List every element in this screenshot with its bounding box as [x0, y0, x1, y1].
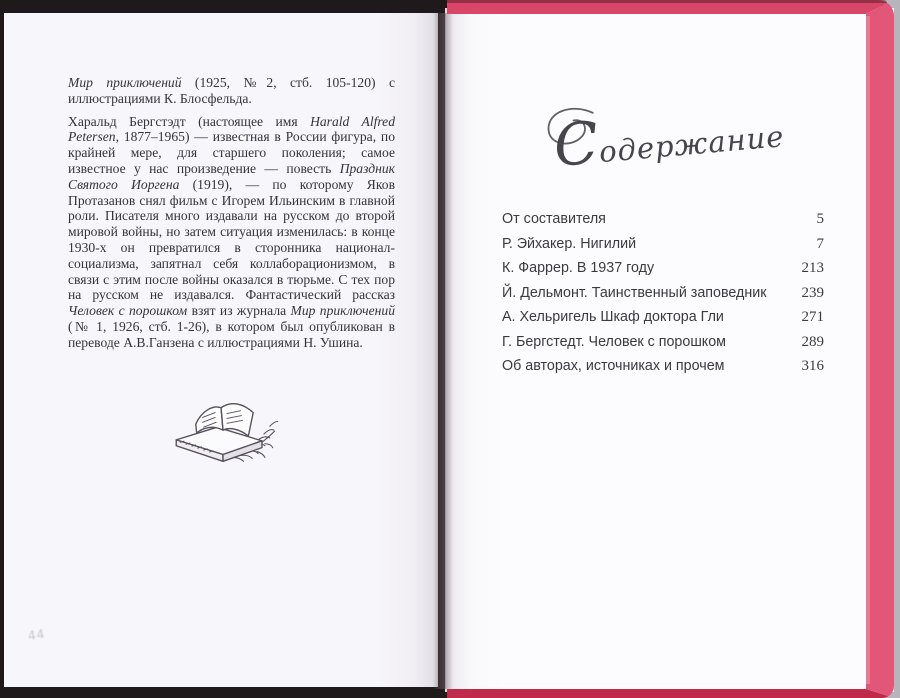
- cover-top-shadow: [447, 0, 887, 3]
- toc-row: [502, 309, 824, 334]
- toc-entry-page: 213: [801, 260, 824, 276]
- toc-entry-label: От составителя: [502, 211, 606, 227]
- annotation-text-block: [68, 75, 395, 351]
- toc-entry-label: Й. Дельмонт. Таинственный заповедник: [502, 284, 767, 301]
- toc-entry-page: 289: [801, 333, 824, 350]
- contents-heading: Содержание: [551, 108, 786, 180]
- toc-entry-page: 7: [816, 235, 824, 252]
- toc-entry-page: 271: [801, 309, 824, 325]
- toc-entry-label: Р. Эйхакер. Нигилий: [502, 235, 637, 252]
- toc-row: [502, 211, 824, 236]
- toc-row: [502, 358, 824, 383]
- pencil-page-number: 44: [27, 626, 47, 644]
- book-gutter: [433, 13, 453, 689]
- toc-entry-label: К. Фаррер. В 1937 году: [502, 260, 655, 276]
- toc-entry-page: 316: [801, 358, 824, 374]
- toc-entry-label: Г. Бергстедт. Человек с порошком: [502, 333, 727, 350]
- right-page: [445, 8, 894, 692]
- toc-entry-page: 5: [816, 211, 824, 227]
- toc-entry-label: Об авторах, источниках и прочем: [502, 358, 725, 374]
- table-of-contents: [502, 211, 824, 383]
- book-vignette-illustration: [164, 397, 282, 473]
- toc-row: [502, 285, 824, 310]
- toc-row: [502, 236, 824, 261]
- annotation-paragraph: Харальд Бергстэдт (настоящее имя Harald Alfred Petersen, 1877–1965) — известная в России фигура, по крайней мере, для старшего поколения; самое известное у нас произведение — повесть Праздник Святого Иоргена (1919), — по которому Яков Протазанов снял фильм с Игорем Ильинским в главной роли. Писателя много издавали на русском до второй мировой войны, но затем ситуация изменилась: в конце 1930-х он превратился в сторонника национал-социализма, запятнал себя коллаборационизмом, в связи с этим после войны оказался в тюрьме. С тех пор на русском не издавался. Фантастический рассказ Человек с порошком взят из журнала Мир приключений (№ 1, 1926, стб. 1-26), в котором был опубликован в переводе А.В.Ганзена с иллюстрациями Н. Ушина.: [68, 113, 396, 350]
- toc-row: [502, 260, 824, 285]
- left-page: [4, 13, 438, 687]
- toc-entry-label: А. Хельригель Шкаф доктора Гли: [502, 309, 724, 325]
- annotation-paragraph: Мир приключений (1925, №2, стб. 105-120) с иллюстрациями К. Блосфельда.: [68, 75, 395, 106]
- toc-entry-page: 239: [801, 284, 824, 301]
- toc-row: [502, 334, 824, 359]
